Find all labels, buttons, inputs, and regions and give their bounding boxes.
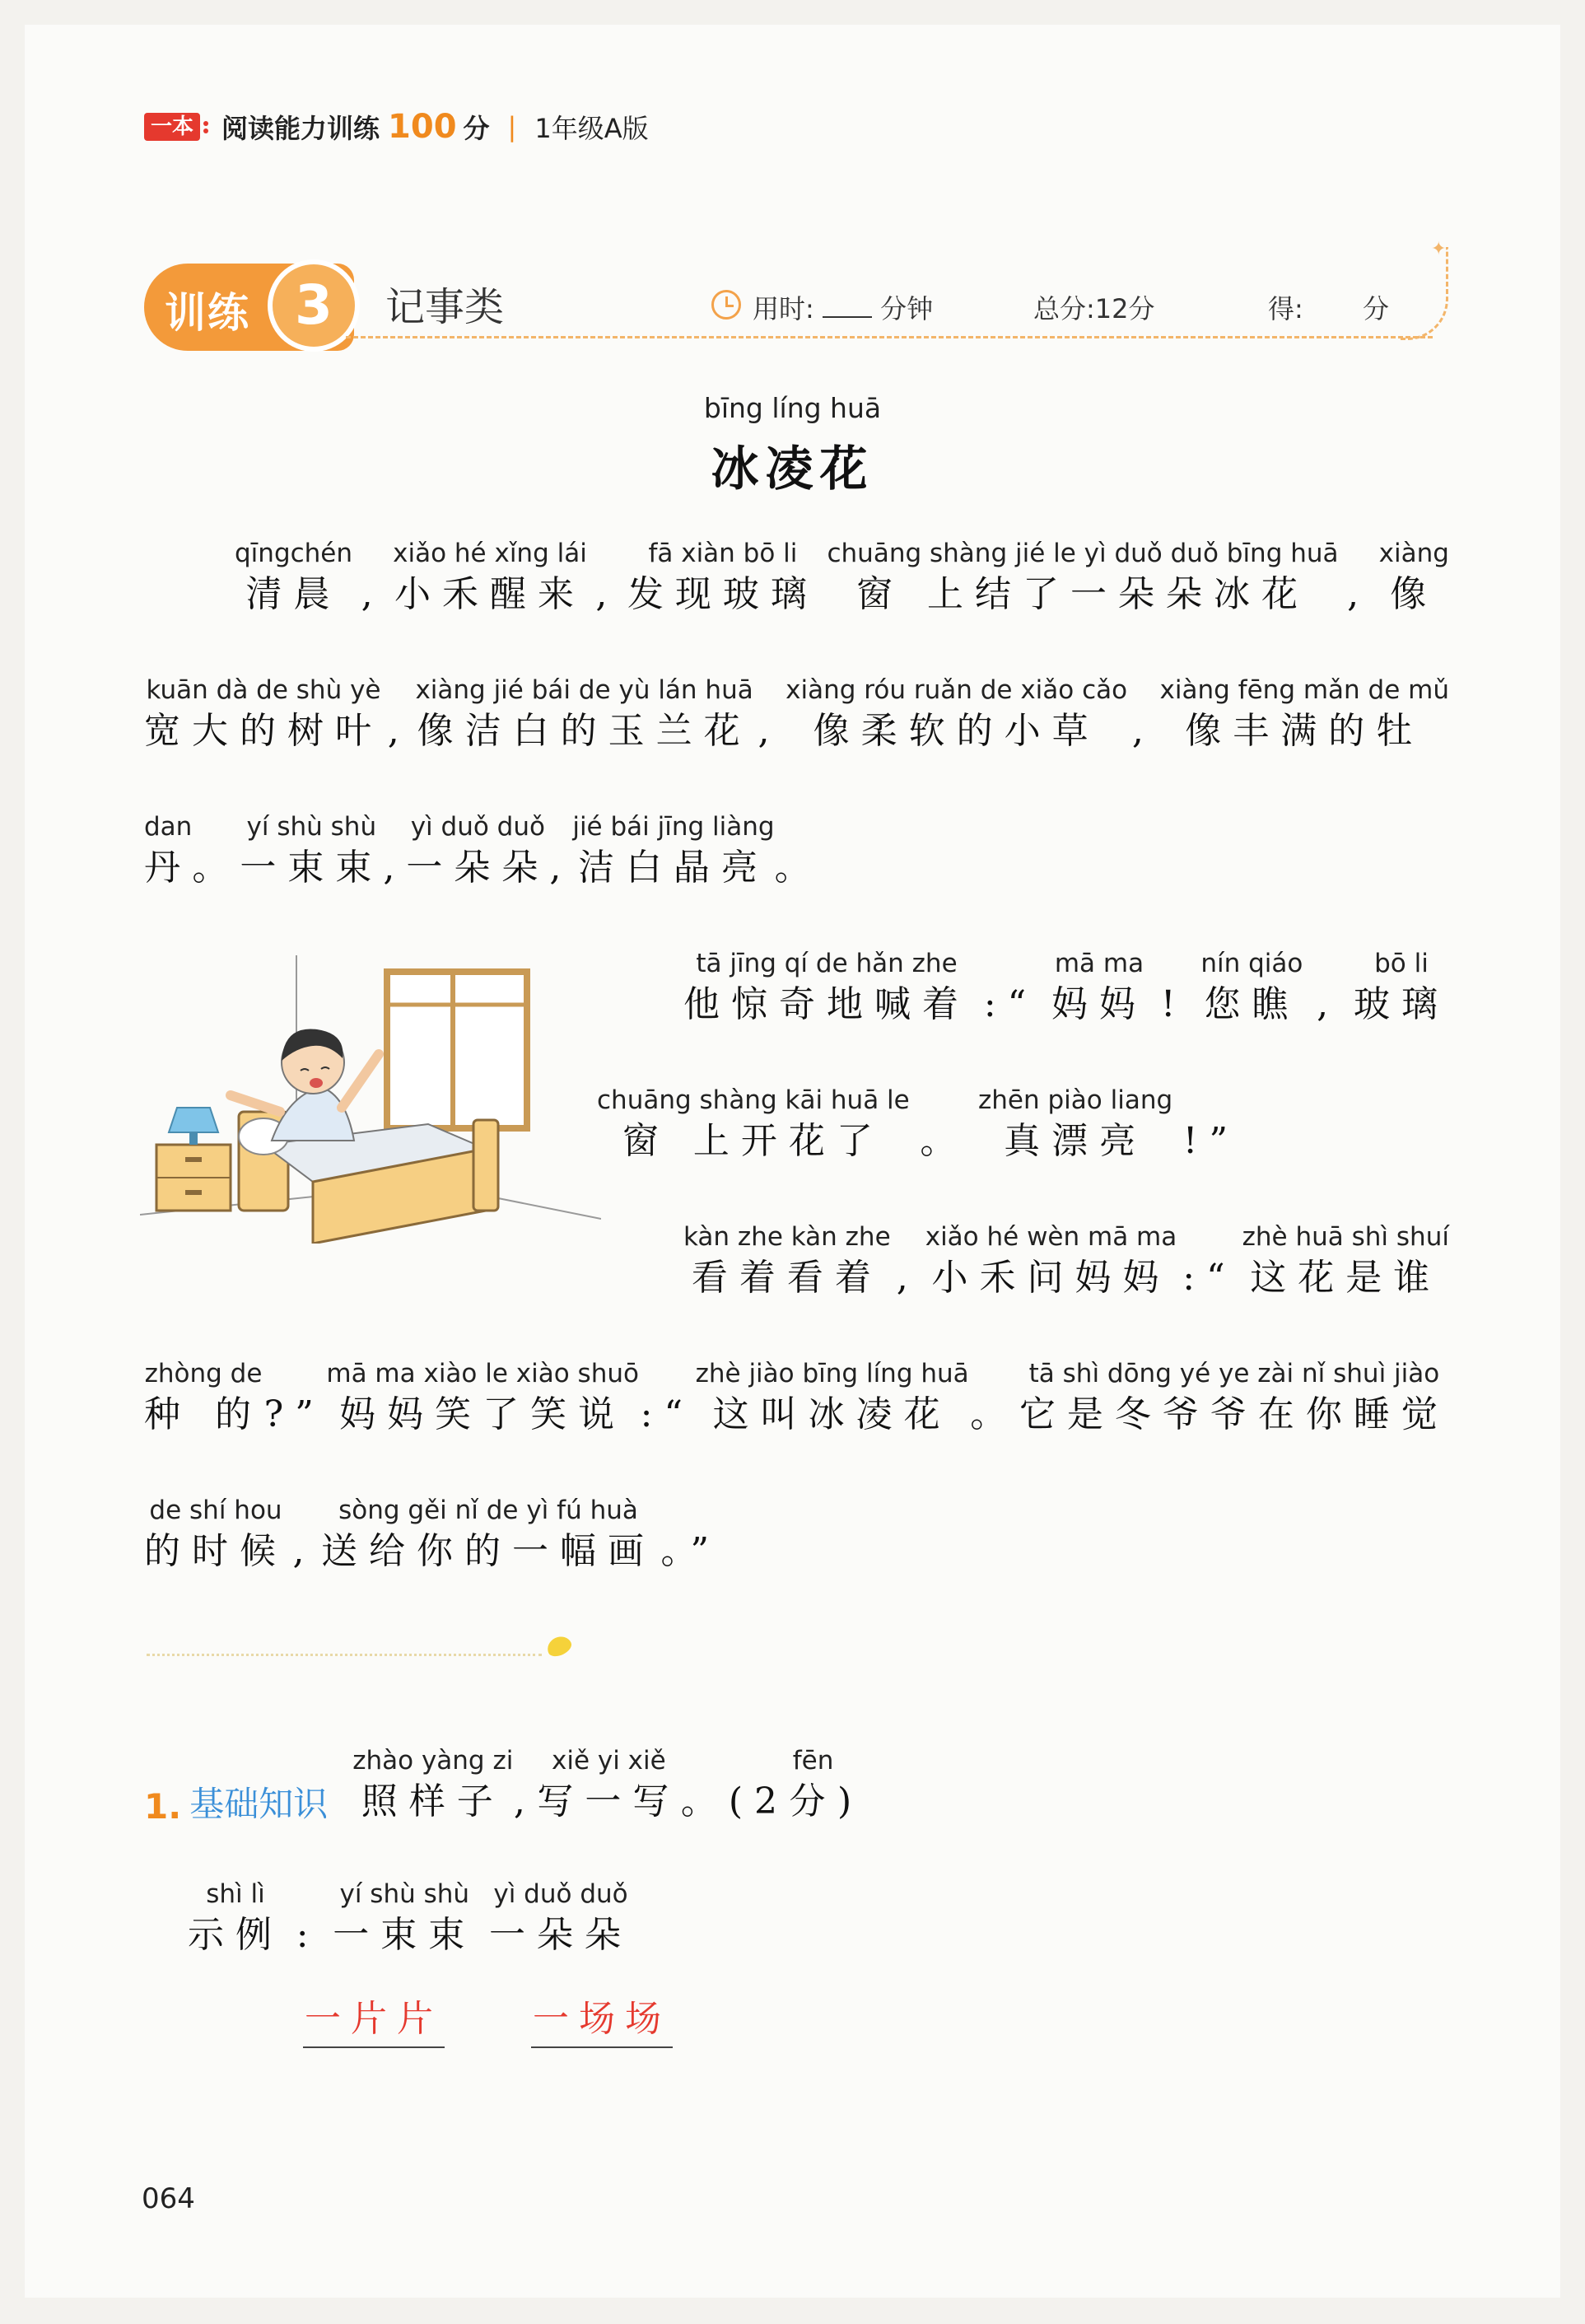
ruby-segment [514,1744,537,1827]
time-blank [823,300,872,318]
hanzi: 妈妈笑了笑说 [339,1393,627,1435]
ruby-segment [549,810,572,893]
hanzi: ! [1160,983,1187,1025]
pinyin: xiàng jié bái de yù lán huā [415,675,753,705]
pinyin: jié bái jīng liàng [572,812,775,842]
ruby-segment [188,1878,283,1960]
ruby-segment [837,1744,863,1827]
hanzi: 一束束 [333,1914,477,1956]
ruby-segment [326,1357,639,1440]
question-number: 1. [144,1786,182,1827]
boy-waking-illustration [140,947,601,1244]
ruby-segment [970,1357,1018,1440]
ruby-segment [661,1494,721,1576]
ruby-segment [683,1220,891,1303]
pinyin: bō li [1374,949,1429,978]
question-1-heading [144,1744,863,1827]
ruby-segment [388,674,411,756]
hanzi: 。(2 [680,1780,790,1822]
ruby-segment [415,674,753,756]
answer-1[interactable]: 一片片 [303,1989,445,2048]
pinyin: kàn zhe kàn zhe [683,1222,891,1252]
hanzi: , [595,573,619,615]
page-header [144,105,649,148]
question-1-prompt [352,1744,863,1827]
passage-line [683,1220,1449,1303]
pinyin: shì lì [206,1879,265,1909]
ruby-segment [1160,674,1449,756]
ruby-segment [296,1878,320,1960]
pinyin: xiě yi xiě [551,1746,666,1776]
total-score: 总分:12分 [1033,293,1155,324]
book-score-unit: 分 [463,113,490,144]
ruby-segment [1051,947,1147,1029]
ruby-segment [321,1494,655,1576]
ruby-segment [595,537,618,619]
hanzi: 洁白晶亮 [577,847,769,889]
hanzi: 。 [774,847,823,889]
passage-line [144,810,823,893]
pinyin: xiàng [1378,539,1449,568]
ruby-segment [144,674,383,756]
ruby-segment [681,1744,789,1827]
pinyin: xiǎo hé wèn mā ma [925,1222,1177,1252]
passage-line [235,537,1449,619]
pinyin: zhēn piào liang [978,1085,1173,1115]
page-number: 064 [142,2182,195,2215]
hanzi: :“ [983,983,1038,1025]
hanzi: 它是冬爷爷在你睡觉 [1019,1393,1449,1435]
hanzi: 丹 [144,847,193,889]
hanzi: , [513,1780,537,1822]
hanzi: , [549,847,573,889]
ruby-segment [641,1357,694,1440]
hanzi: 。” [660,1530,720,1572]
ruby-segment [925,1220,1177,1303]
hanzi: 分 [789,1780,837,1822]
ruby-segment [406,810,549,893]
ruby-segment [572,810,774,893]
hanzi: 宽大的树叶 [144,710,383,752]
logo-dots-icon [203,119,210,136]
hanzi: 。 [970,1393,1019,1435]
hanzi: , [361,573,385,615]
ruby-segment [1347,537,1370,619]
hanzi: 写一写 [537,1780,681,1822]
pinyin: xiàng fēng mǎn de mǔ [1159,675,1449,705]
ruby-segment [775,810,823,893]
ruby-segment [235,537,352,619]
hanzi: 清晨 [245,573,342,615]
hanzi: 这叫冰凌花 [712,1393,952,1435]
hanzi: 像丰满的牡 [1185,710,1424,752]
publisher-logo: 一本 [144,113,200,141]
hanzi: 。 [192,847,240,889]
passage-line [144,674,1449,756]
pinyin: zhè huā shì shuí [1242,1222,1449,1252]
pinyin: xiǎo hé xǐng lái [393,539,587,568]
hanzi: 小禾醒来 [394,573,585,615]
hanzi: 一朵朵 [406,847,550,889]
answer-2[interactable]: 一场场 [531,1989,673,2048]
hanzi: 像 [1390,573,1438,615]
ruby-segment [696,1357,969,1440]
pinyin: xiàng róu ruǎn de xiǎo cǎo [786,675,1128,705]
grade-label: 1年级A版 [534,113,649,144]
pinyin: zhè jiào bīng líng huā [695,1359,969,1388]
ruby-segment [786,674,1127,756]
title-pinyin: bīng líng huā [703,392,882,424]
book-title: 阅读能力训练 [221,113,380,144]
pinyin: dan [144,812,193,842]
hanzi: ) [837,1780,864,1822]
hanzi: 一束束 [240,847,384,889]
training-category: 记事类 [385,284,505,330]
hanzi: 小禾问妈妈 [931,1257,1171,1299]
hanzi: 窗 上结了一朵朵冰花 [856,573,1309,615]
ruby-segment [1317,947,1340,1029]
pinyin: fā xiàn bō li [648,539,798,568]
pinyin: mā ma xiào le xiào shuō [326,1359,639,1388]
header-separator: | [507,111,517,142]
ruby-segment [393,537,587,619]
hanzi: , [758,710,781,752]
hanzi: 您瞧 [1204,983,1300,1025]
time-field [753,288,933,326]
ruby-segment [1200,947,1303,1029]
pinyin: zhòng de [144,1359,263,1388]
pinyin: yí shù shù [339,1879,470,1909]
pinyin: yì duǒ duǒ [493,1879,628,1909]
ruby-segment [144,1494,287,1576]
hanzi: , [1317,983,1340,1025]
pinyin: zhào yàng zi [352,1746,514,1776]
hanzi: : [296,1914,320,1956]
pinyin: mā ma [1054,949,1144,978]
pinyin: nín qiáo [1200,949,1303,978]
training-number: 3 [295,273,333,337]
time-label: 用时: [753,293,814,324]
hanzi: 示例 [188,1914,283,1956]
example-line [188,1878,632,1960]
ruby-segment [293,1494,316,1576]
pinyin: fēn [792,1746,834,1776]
dashed-underline [346,336,1433,338]
dotted-divider [147,1654,542,1656]
hanzi: 发现玻璃 [627,573,818,615]
got-label: 得: [1268,293,1303,324]
pinyin: yì duǒ duǒ [410,812,545,842]
hanzi: 像柔软的小草 [813,710,1100,752]
ruby-segment [627,537,818,619]
ruby-segment [597,1084,910,1166]
hanzi: 。 [920,1120,968,1162]
ruby-segment [352,1744,513,1827]
hanzi: , [1131,710,1155,752]
hanzi: 看着看着 [691,1257,883,1299]
ruby-segment [144,1357,263,1440]
pinyin: qīngchén [235,539,353,568]
hanzi: 一朵朵 [488,1914,632,1956]
hanzi: 真漂亮 [1004,1120,1148,1162]
pinyin: yí shù shù [246,812,377,842]
pinyin: chuāng shàng jié le yì duǒ duǒ bīng huā [827,539,1339,568]
passage-line [144,1494,720,1576]
hanzi: , [387,710,411,752]
ruby-segment [1183,1084,1239,1166]
hanzi: 窗 上开花了 [622,1120,884,1162]
ruby-segment [683,947,970,1029]
ruby-segment [361,537,385,619]
hanzi: ?” [263,1393,325,1435]
sparkle-icon: ✦ [1431,239,1447,259]
pinyin: chuāng shàng kāi huā le [597,1085,910,1115]
hanzi: 照样子 [361,1780,505,1822]
hanzi: , [292,1530,316,1572]
hanzi: 妈妈 [1051,983,1147,1025]
hanzi: , [383,847,407,889]
hanzi: 送给你的一幅画 [321,1530,655,1572]
hanzi: :“ [640,1393,694,1435]
ruby-segment [333,1878,476,1960]
clock-icon [711,290,741,320]
ruby-segment [1019,1357,1449,1440]
article-title: 冰凌花 [711,441,874,497]
ruby-segment [537,1744,680,1827]
ruby-segment [1379,537,1449,619]
ruby-segment [758,674,781,756]
ruby-segment [489,1878,632,1960]
ruby-segment [192,810,240,893]
ruby-segment [897,1220,920,1303]
ruby-segment [790,1744,837,1827]
ruby-segment [1161,947,1187,1029]
ruby-segment [383,810,406,893]
pinyin: tā jīng qí de hǎn zhe [696,949,958,978]
ruby-segment [984,947,1037,1029]
passage-line [597,1084,1239,1166]
book-score: 100 [388,108,457,146]
ruby-segment [920,1084,967,1166]
hanzi: 像洁白的玉兰花 [417,710,752,752]
pinyin: de shí hou [149,1496,282,1525]
hanzi: !” [1182,1120,1239,1162]
got-unit: 分 [1363,293,1390,324]
ruby-segment [240,810,383,893]
ruby-segment [1242,1220,1449,1303]
passage-line [144,1357,1449,1440]
ruby-segment [827,537,1338,619]
ruby-segment [144,810,192,893]
ruby-segment [1182,1220,1236,1303]
passage-line [683,947,1449,1029]
hanzi: , [896,1257,920,1299]
ruby-segment [264,1357,325,1440]
question-category: 基础知识 [189,1784,329,1824]
training-badge-label: 训练 [165,289,250,337]
hanzi: 他惊奇地喊着 [683,983,970,1025]
ruby-segment [1354,947,1449,1029]
hanzi: 的时候 [144,1530,287,1572]
hanzi: 这花是谁 [1250,1257,1442,1299]
pinyin: tā shì dōng yé ye zài nǐ shuì jiào [1028,1359,1440,1388]
ruby-segment [978,1084,1172,1166]
ruby-segment [1132,674,1155,756]
hanzi: 种 的 [144,1393,263,1435]
hanzi: , [1347,573,1371,615]
hanzi: :“ [1182,1257,1237,1299]
time-unit: 分钟 [880,293,934,324]
pinyin: kuān dà de shù yè [146,675,381,705]
pinyin: sòng gěi nǐ de yì fú huà [338,1496,638,1525]
hanzi: 玻璃 [1354,983,1449,1025]
